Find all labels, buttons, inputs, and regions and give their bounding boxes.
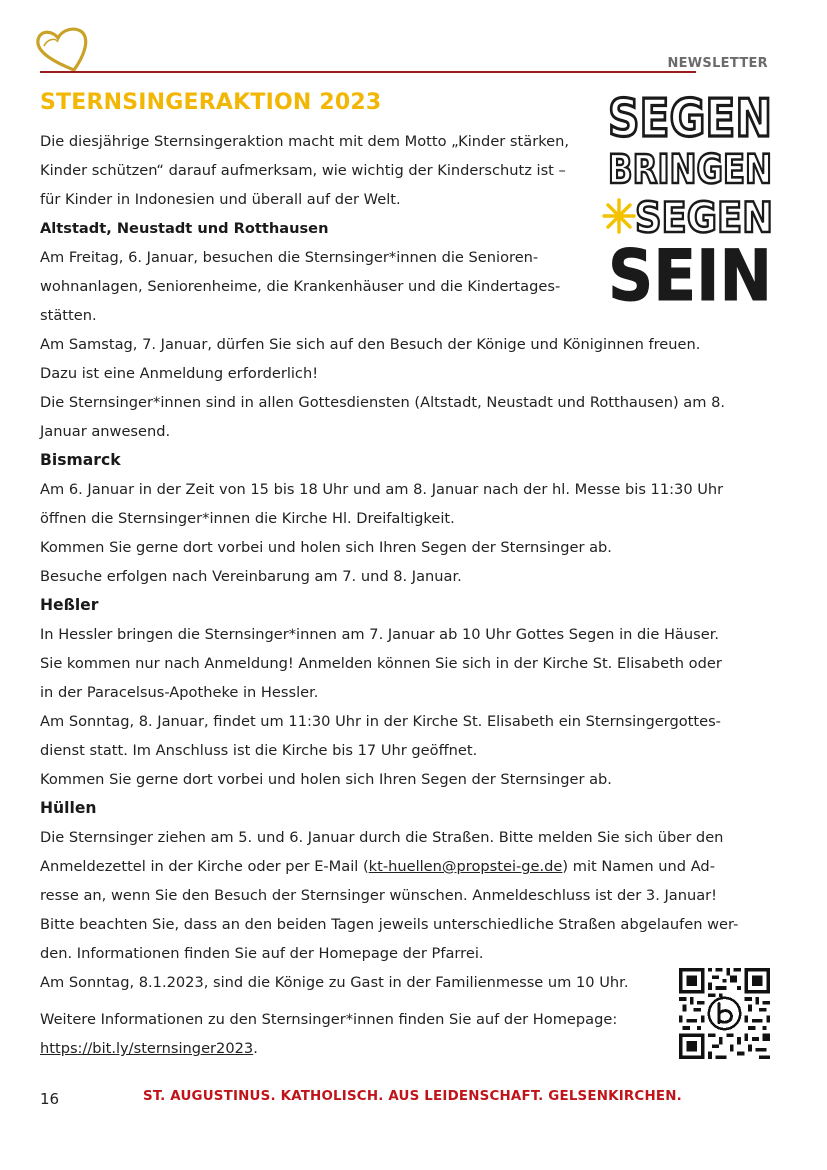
text-line: Die Sternsinger*innen sind in allen Gottesdiensten (Altstadt, Neustadt und Rotthausen) am 8. [40, 394, 726, 411]
text-line: Bitte beachten Sie, dass an den beiden Tagen jeweils unterschiedliche Straßen abgelaufen wer- [40, 916, 739, 933]
section-heading-huellen: Hüllen [40, 799, 97, 817]
text-line-with-email [40, 852, 770, 881]
text-line: dienst statt. Im Anschluss ist die Kirche bis 17 Uhr geöffnet. [40, 742, 478, 759]
artwork-line-3: SEGEN [635, 193, 773, 242]
section-heading-bismarck: Bismarck [40, 451, 121, 469]
email-link[interactable]: kt-huellen@propstei-ge.de [368, 858, 563, 875]
artwork-line-1: SEGEN [608, 89, 772, 149]
text-fragment: Anmeldezettel in der Kirche oder per E-Mail ( [40, 858, 369, 875]
text-line: Am Sonntag, 8. Januar, findet um 11:30 Uhr in der Kirche St. Elisabeth ein Sternsingergottes- [40, 713, 721, 730]
artwork-line-4: SEIN [608, 235, 772, 317]
text-line: Am Freitag, 6. Januar, besuchen die Sternsinger*innen die Senioren- [40, 249, 539, 266]
text-line: resse an, wenn Sie den Besuch der Sternsinger wünschen. Anmeldeschluss ist der 3. Januar! [40, 887, 718, 904]
text-line: Januar anwesend. [40, 423, 171, 440]
text-line: Sie kommen nur nach Anmeldung! Anmelden können Sie sich in der Kirche St. Elisabeth oder [40, 655, 722, 672]
text-line: den. Informationen finden Sie auf der Homepage der Pfarrei. [40, 945, 484, 962]
section-heading-hessler: Heßler [40, 596, 99, 614]
text-line: Dazu ist eine Anmeldung erforderlich! [40, 365, 319, 382]
text-line: Am 6. Januar in der Zeit von 15 bis 18 Uhr und am 8. Januar nach der hl. Messe bis 11:30 Uhr [40, 481, 724, 498]
text-line: Kommen Sie gerne dort vorbei und holen sich Ihren Segen der Sternsinger ab. [40, 539, 612, 556]
text-line: stätten. [40, 307, 97, 324]
text-line: Am Samstag, 7. Januar, dürfen Sie sich auf den Besuch der Könige und Königinnen freuen. [40, 336, 701, 353]
text-line: Besuche erfolgen nach Vereinbarung am 7. und 8. Januar. [40, 568, 462, 585]
text-line: Kommen Sie gerne dort vorbei und holen sich Ihren Segen der Sternsinger ab. [40, 771, 612, 788]
text-line: wohnanlagen, Seniorenheime, die Krankenhäuser und die Kindertages- [40, 278, 561, 295]
header-label: NEWSLETTER [667, 56, 768, 71]
homepage-line [40, 1034, 770, 1063]
article-body [40, 127, 770, 1063]
text-fragment: ) mit Namen und Ad- [562, 858, 715, 875]
qr-code-icon[interactable] [679, 968, 770, 1059]
text-line: in der Paracelsus-Apotheke in Hessler. [40, 684, 319, 701]
intro-line: Kinder schützen“ darauf aufmerksam, wie wichtig der Kinderschutz ist – [40, 162, 566, 179]
header-rule [40, 71, 696, 73]
link-suffix: . [253, 1040, 258, 1057]
section-heading-altstadt: Altstadt, Neustadt und Rotthausen [40, 220, 329, 237]
more-info-text: Weitere Informationen zu den Sternsinger*innen finden Sie auf der Homepage: [40, 1011, 618, 1028]
intro-line: für Kinder in Indonesien und überall auf der Welt. [40, 191, 401, 208]
page-number: 16 [40, 1090, 60, 1108]
intro-line: Die diesjährige Sternsingeraktion macht mit dem Motto „Kinder stärken, [40, 133, 570, 150]
text-line: Am Sonntag, 8.1.2023, sind die Könige zu Gast in der Familienmesse um 10 Uhr. [40, 974, 629, 991]
homepage-link[interactable]: https://bit.ly/sternsinger2023 [40, 1040, 254, 1057]
artwork-line-2: BRINGEN [608, 147, 772, 193]
article-title: STERNSINGERAKTION 2023 [40, 90, 382, 115]
parish-heart-logo-icon [34, 26, 92, 72]
text-line: öffnen die Sternsinger*innen die Kirche Hl. Dreifaltigkeit. [40, 510, 455, 527]
text-line: Die Sternsinger ziehen am 5. und 6. Januar durch die Straßen. Bitte melden Sie sich über den [40, 829, 724, 846]
footer-claim: ST. AUGUSTINUS. KATHOLISCH. AUS LEIDENSCHAFT. GELSENKIRCHEN. [143, 1089, 682, 1104]
text-line: In Hessler bringen die Sternsinger*innen am 7. Januar ab 10 Uhr Gottes Segen in die Häuser. [40, 626, 719, 643]
